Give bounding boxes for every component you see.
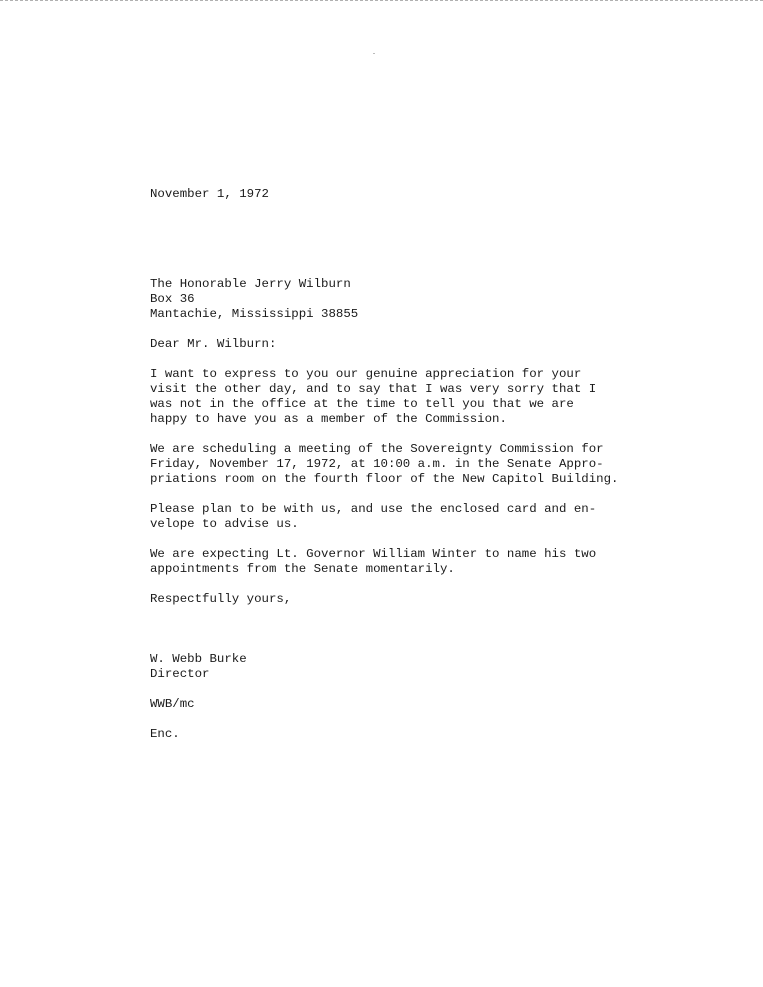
signer-name: W. Webb Burke (150, 652, 247, 666)
recipient-address (150, 277, 650, 322)
signature-block (150, 652, 650, 682)
paper-speck (373, 53, 375, 54)
paragraph-line: was not in the office at the time to tell you that we are (150, 397, 574, 411)
enclosure-note: Enc. (150, 727, 180, 741)
recipient-box: Box 36 (150, 292, 195, 306)
letter-body (150, 187, 650, 742)
paragraph-line: priations room on the fourth floor of the New Capitol Building. (150, 472, 619, 486)
paragraph-line: Please plan to be with us, and use the enclosed card and en- (150, 502, 597, 516)
paragraph-appointments (150, 547, 650, 577)
paragraph-line: velope to advise us. (150, 517, 299, 531)
paragraph-line: We are scheduling a meeting of the Sovereignty Commission for (150, 442, 604, 456)
recipient-name: The Honorable Jerry Wilburn (150, 277, 351, 291)
paragraph-meeting (150, 442, 650, 487)
paragraph-line: visit the other day, and to say that I was very sorry that I (150, 382, 597, 396)
paragraph-appreciation (150, 367, 650, 427)
signer-title: Director (150, 667, 210, 681)
salutation: Dear Mr. Wilburn: (150, 337, 277, 351)
letter-date: November 1, 1972 (150, 187, 269, 201)
closing: Respectfully yours, (150, 592, 292, 606)
paragraph-line: happy to have you as a member of the Commission. (150, 412, 507, 426)
paragraph-line: appointments from the Senate momentarily. (150, 562, 455, 576)
paragraph-line: We are expecting Lt. Governor William Winter to name his two (150, 547, 597, 561)
paragraph-rsvp (150, 502, 650, 532)
recipient-city: Mantachie, Mississippi 38855 (150, 307, 359, 321)
paragraph-line: Friday, November 17, 1972, at 10:00 a.m. in the Senate Appro- (150, 457, 604, 471)
paragraph-line: I want to express to you our genuine appreciation for your (150, 367, 582, 381)
reference-initials: WWB/mc (150, 697, 195, 711)
